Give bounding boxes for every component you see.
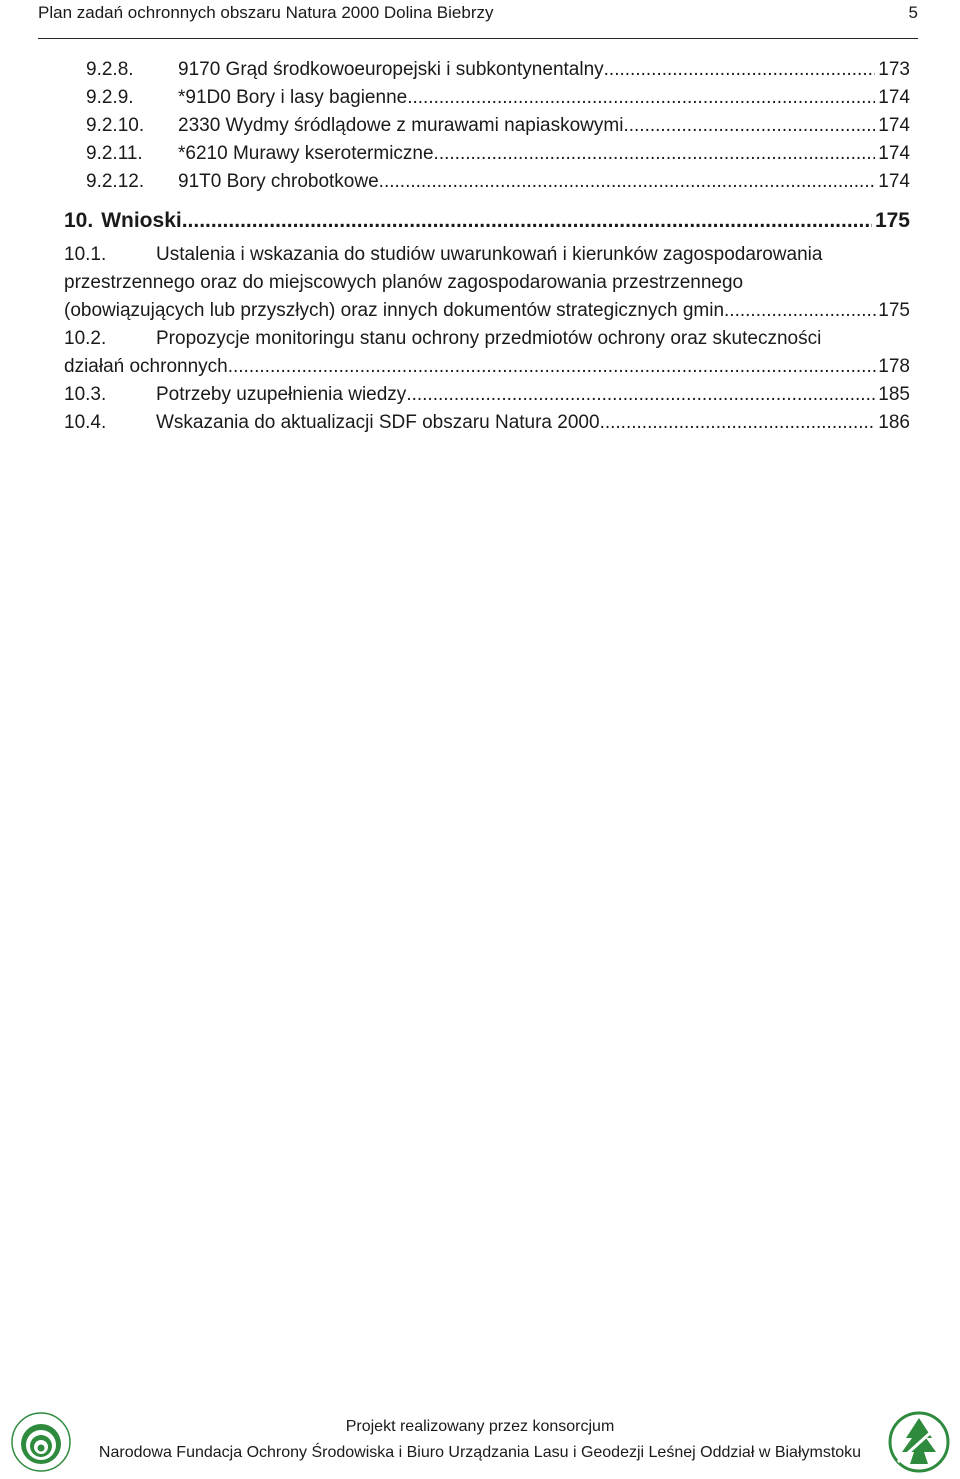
- toc-entry-text: Wskazania do aktualizacji SDF obszaru Natura 2000: [156, 412, 600, 433]
- toc-leader-dots: [228, 353, 879, 381]
- toc-entry-text-line: działań ochronnych: [64, 356, 228, 377]
- toc-entry-text: *6210 Murawy kserotermiczne: [178, 143, 434, 164]
- footer-line-1: Projekt realizowany przez konsorcjum: [345, 1418, 615, 1435]
- toc-entry-page: 174: [878, 87, 910, 108]
- toc-leader-dots: [604, 56, 876, 84]
- toc-entry-text-line: Propozycje monitoringu stanu ochrony przedmiotów ochrony oraz skuteczności: [156, 328, 822, 349]
- page-header: [38, 0, 918, 39]
- toc-leader-dots: [600, 409, 876, 437]
- toc-entry-number: 9.2.8.: [86, 59, 134, 80]
- toc-entry-number: 10.2.: [64, 328, 107, 349]
- footer-line-2: Narodowa Fundacja Ochrony Środowiska i Biuro Urządzania Lasu i Geodezji Leśnej Oddział w Białymstoku: [98, 1444, 862, 1461]
- toc-entry-page: 186: [878, 412, 910, 433]
- toc-entry-page: 174: [878, 115, 910, 136]
- toc-entry-number: 10.4.: [64, 412, 107, 433]
- toc-entry-page: 185: [878, 384, 910, 405]
- toc-entry-10-4[interactable]: [64, 409, 910, 437]
- toc-entry-text: 9170 Grąd środkowoeuropejski i subkontynentalny: [178, 59, 604, 80]
- toc-entry-text: Potrzeby uzupełnienia wiedzy: [156, 384, 407, 405]
- toc-entry-page: 173: [878, 59, 910, 80]
- page-number: 5: [908, 3, 918, 22]
- toc-entry-text: 91T0 Bory chrobotkowe: [178, 171, 379, 192]
- toc-entry-number: 9.2.10.: [86, 115, 145, 136]
- toc-leader-dots: [406, 381, 875, 409]
- toc-chapter-10[interactable]: [64, 201, 910, 241]
- toc-entry-9-2-11[interactable]: [64, 140, 910, 168]
- toc-entry-10-2[interactable]: [64, 325, 910, 381]
- toc-entry-text-line: Ustalenia i wskazania do studiów uwarunkowań i kierunków zagospodarowania: [156, 244, 823, 265]
- toc-entry-9-2-10[interactable]: [64, 112, 910, 140]
- toc-entry-text: *91D0 Bory i lasy bagienne: [178, 87, 408, 108]
- toc-leader-dots: [623, 112, 875, 140]
- toc-leader-dots: [182, 201, 872, 241]
- toc-entry-9-2-8[interactable]: [64, 56, 910, 84]
- toc-entry-number: 9.2.11.: [86, 143, 143, 164]
- toc-chapter-text: Wnioski: [101, 209, 182, 232]
- page-footer: [0, 1410, 960, 1477]
- toc-entry-10-3[interactable]: [64, 381, 910, 409]
- toc-entry-page: 175: [878, 300, 910, 321]
- toc-entry-10-1[interactable]: [64, 241, 910, 325]
- toc-entry-text: 2330 Wydmy śródlądowe z murawami napiaskowymi: [178, 115, 624, 136]
- toc-entry-number: 9.2.12.: [86, 171, 145, 192]
- toc-leader-dots: [407, 84, 875, 112]
- toc-leader-dots: [724, 297, 878, 325]
- toc-leader-dots: [379, 168, 876, 196]
- toc-entry-text-line: przestrzennego oraz do miejscowych planów zagospodarowania przestrzennego: [64, 272, 744, 293]
- toc-entry-9-2-12[interactable]: [64, 168, 910, 196]
- toc-entry-number: 10.3.: [64, 384, 107, 405]
- toc-entry-page: 178: [878, 356, 910, 377]
- toc-entry-page: 174: [878, 171, 910, 192]
- toc-entry-page: 174: [878, 143, 910, 164]
- toc-chapter-number: 10.: [64, 209, 94, 232]
- toc-entry-number: 10.1.: [64, 244, 107, 265]
- document-title: Plan zadań ochronnych obszaru Natura 2000 Dolina Biebrzy: [38, 3, 494, 22]
- toc-chapter-page: 175: [874, 209, 910, 232]
- toc-entry-9-2-9[interactable]: [64, 84, 910, 112]
- toc-entry-text-line: (obowiązujących lub przyszłych) oraz innych dokumentów strategicznych gmin: [64, 300, 725, 321]
- toc-leader-dots: [434, 140, 876, 168]
- table-of-contents: [64, 56, 910, 437]
- toc-entry-number: 9.2.9.: [86, 87, 134, 108]
